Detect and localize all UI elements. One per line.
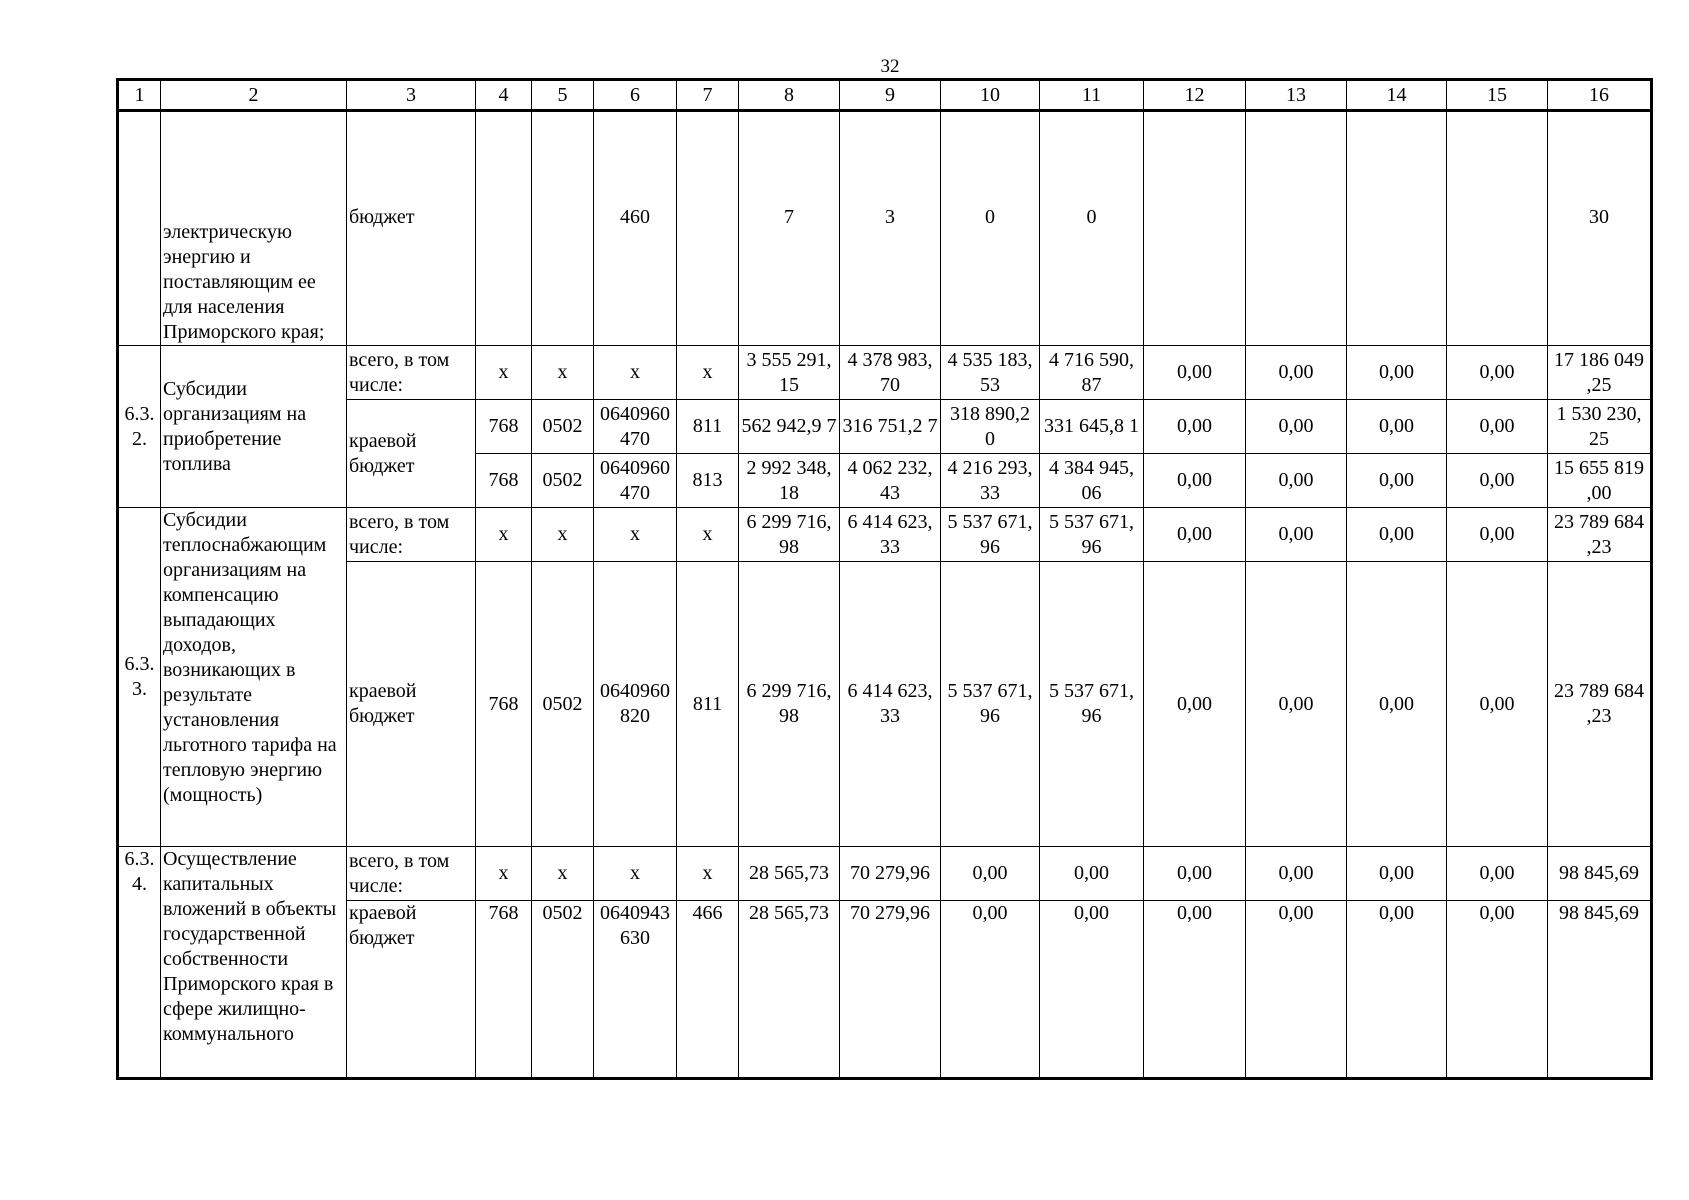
cell: 23 789 684 ,23 — [1548, 508, 1652, 562]
cell: 4 384 945, 06 — [1040, 454, 1144, 508]
cell: 5 537 671, 96 — [1040, 562, 1144, 847]
header-cell: 16 — [1548, 80, 1652, 111]
cell: 0,00 — [1347, 847, 1447, 901]
cell: 0,00 — [1144, 847, 1246, 901]
cell — [1347, 111, 1447, 346]
cell: 0,00 — [1447, 454, 1548, 508]
cell: 0,00 — [1447, 562, 1548, 847]
cell: 0,00 — [1246, 847, 1347, 901]
cell: 331 645,8 1 — [1040, 400, 1144, 454]
cell: 0640960 470 — [594, 400, 677, 454]
cell: 5 537 671, 96 — [941, 508, 1040, 562]
cell: 6 414 623, 33 — [840, 508, 941, 562]
item-name-cell: Субсидии теплоснабжающим организациям на компенсацию выпадающих доходов, возникающих в результате установления льготного тарифа на тепловую энергию (мощность) — [161, 508, 347, 847]
cell: x — [677, 346, 739, 400]
cell — [532, 111, 594, 346]
cell: 0,00 — [1246, 346, 1347, 400]
cell: 0,00 — [1347, 400, 1447, 454]
cell: 3 555 291, 15 — [739, 346, 840, 400]
cell: 6 414 623, 33 — [840, 562, 941, 847]
page-number: 32 — [880, 56, 900, 77]
source-cell: всего, в том числе: — [347, 508, 476, 562]
cell: 460 — [594, 111, 677, 346]
cell: 4 716 590, 87 — [1040, 346, 1144, 400]
header-cell: 15 — [1447, 80, 1548, 111]
cell: 811 — [677, 562, 739, 847]
cell: 28 565,73 — [739, 847, 840, 901]
cell: 0,00 — [1347, 508, 1447, 562]
cell — [1447, 111, 1548, 346]
cell: 0640943 630 — [594, 901, 677, 1079]
cell: 0502 — [532, 562, 594, 847]
cell: 30 — [1548, 111, 1652, 346]
cell: 7 — [739, 111, 840, 346]
cell: 70 279,96 — [840, 901, 941, 1079]
cell: 0,00 — [1347, 901, 1447, 1079]
cell: 0,00 — [1040, 901, 1144, 1079]
cell: 4 378 983, 70 — [840, 346, 941, 400]
cell: 0,00 — [941, 847, 1040, 901]
cell: 0502 — [532, 400, 594, 454]
cell: 0,00 — [941, 901, 1040, 1079]
table-row — [118, 901, 1652, 1079]
cell: 0,00 — [1347, 562, 1447, 847]
source-cell: краевой бюджет — [347, 901, 476, 1079]
cell: 0,00 — [1246, 400, 1347, 454]
cell — [476, 111, 532, 346]
table-row — [118, 400, 1652, 454]
cell: x — [677, 508, 739, 562]
cell: x — [594, 346, 677, 400]
cell: 17 186 049 ,25 — [1548, 346, 1652, 400]
cell: 768 — [476, 562, 532, 847]
cell: 0,00 — [1144, 400, 1246, 454]
cell: 318 890,2 0 — [941, 400, 1040, 454]
cell — [1144, 111, 1246, 346]
cell: x — [532, 847, 594, 901]
header-cell: 7 — [677, 80, 739, 111]
cell: x — [532, 346, 594, 400]
cell: x — [594, 847, 677, 901]
table-row — [118, 111, 1652, 346]
cell: 0 — [1040, 111, 1144, 346]
cell: 70 279,96 — [840, 847, 941, 901]
cell: x — [476, 508, 532, 562]
source-cell: всего, в том числе: — [347, 346, 476, 400]
header-cell: 6 — [594, 80, 677, 111]
cell: 3 — [840, 111, 941, 346]
cell: 0502 — [532, 901, 594, 1079]
cell: x — [677, 847, 739, 901]
cell: 5 537 671, 96 — [1040, 508, 1144, 562]
cell: x — [476, 847, 532, 901]
cell: 0,00 — [1447, 400, 1548, 454]
cell — [677, 111, 739, 346]
source-cell: краевой бюджет — [347, 400, 476, 508]
cell: 768 — [476, 400, 532, 454]
cell: 0,00 — [1040, 847, 1144, 901]
cell: 0,00 — [1144, 508, 1246, 562]
cell: x — [476, 346, 532, 400]
cell: 2 992 348, 18 — [739, 454, 840, 508]
cell: 768 — [476, 454, 532, 508]
program-name-cell: электрическую энергию и поставляющим ее для населения Приморского края; — [161, 111, 347, 346]
cell: 4 062 232, 43 — [840, 454, 941, 508]
cell: 0,00 — [1447, 847, 1548, 901]
table-row — [118, 847, 1652, 901]
cell: 466 — [677, 901, 739, 1079]
cell: 28 565,73 — [739, 901, 840, 1079]
cell: 0,00 — [1246, 901, 1347, 1079]
cell: 5 537 671, 96 — [941, 562, 1040, 847]
cell: 0640960 470 — [594, 454, 677, 508]
item-number-cell: 6.3. 2. — [118, 346, 161, 508]
header-cell: 3 — [347, 80, 476, 111]
cell: 0,00 — [1447, 508, 1548, 562]
cell: 0,00 — [1144, 901, 1246, 1079]
cell: 813 — [677, 454, 739, 508]
item-name-cell: Субсидии организациям на приобретение топлива — [161, 346, 347, 508]
cell: 23 789 684 ,23 — [1548, 562, 1652, 847]
header-row — [118, 80, 1652, 111]
cell: 15 655 819 ,00 — [1548, 454, 1652, 508]
item-name-cell: Осуществление капитальных вложений в объекты государственной собственности Приморского края в сфере жилищно-коммунального — [161, 847, 347, 1079]
cell: 316 751,2 7 — [840, 400, 941, 454]
cell: x — [594, 508, 677, 562]
cell: 0,00 — [1246, 562, 1347, 847]
table-row — [118, 508, 1652, 562]
cell: 6 299 716, 98 — [739, 508, 840, 562]
cell: x — [532, 508, 594, 562]
cell: 0 — [941, 111, 1040, 346]
header-cell: 14 — [1347, 80, 1447, 111]
cell: 0,00 — [1447, 901, 1548, 1079]
header-cell: 9 — [840, 80, 941, 111]
cell: 0,00 — [1447, 346, 1548, 400]
cell: 98 845,69 — [1548, 847, 1652, 901]
budget-table — [116, 78, 1653, 1080]
header-cell: 11 — [1040, 80, 1144, 111]
source-cell: краевой бюджет — [347, 562, 476, 847]
header-cell: 1 — [118, 80, 161, 111]
cell: 6 299 716, 98 — [739, 562, 840, 847]
cell: 0,00 — [1246, 454, 1347, 508]
cell: 0,00 — [1246, 508, 1347, 562]
header-cell: 2 — [161, 80, 347, 111]
header-cell: 8 — [739, 80, 840, 111]
item-number-cell: 6.3. 4. — [118, 847, 161, 1079]
cell: 0502 — [532, 454, 594, 508]
header-cell: 5 — [532, 80, 594, 111]
table-row — [118, 562, 1652, 847]
source-cell: бюджет — [347, 111, 476, 346]
cell: 0,00 — [1347, 454, 1447, 508]
cell: 4 535 183, 53 — [941, 346, 1040, 400]
cell: 4 216 293, 33 — [941, 454, 1040, 508]
cell: 562 942,9 7 — [739, 400, 840, 454]
cell — [118, 111, 161, 346]
item-number-cell: 6.3. 3. — [118, 508, 161, 847]
cell: 1 530 230, 25 — [1548, 400, 1652, 454]
cell: 0640960 820 — [594, 562, 677, 847]
header-cell: 4 — [476, 80, 532, 111]
cell: 768 — [476, 901, 532, 1079]
cell: 98 845,69 — [1548, 901, 1652, 1079]
table-row — [118, 346, 1652, 400]
cell — [1246, 111, 1347, 346]
header-cell: 13 — [1246, 80, 1347, 111]
cell: 0,00 — [1144, 562, 1246, 847]
cell: 0,00 — [1144, 346, 1246, 400]
cell: 0,00 — [1144, 454, 1246, 508]
header-cell: 10 — [941, 80, 1040, 111]
cell: 0,00 — [1347, 346, 1447, 400]
cell: 811 — [677, 400, 739, 454]
header-cell: 12 — [1144, 80, 1246, 111]
source-cell: всего, в том числе: — [347, 847, 476, 901]
